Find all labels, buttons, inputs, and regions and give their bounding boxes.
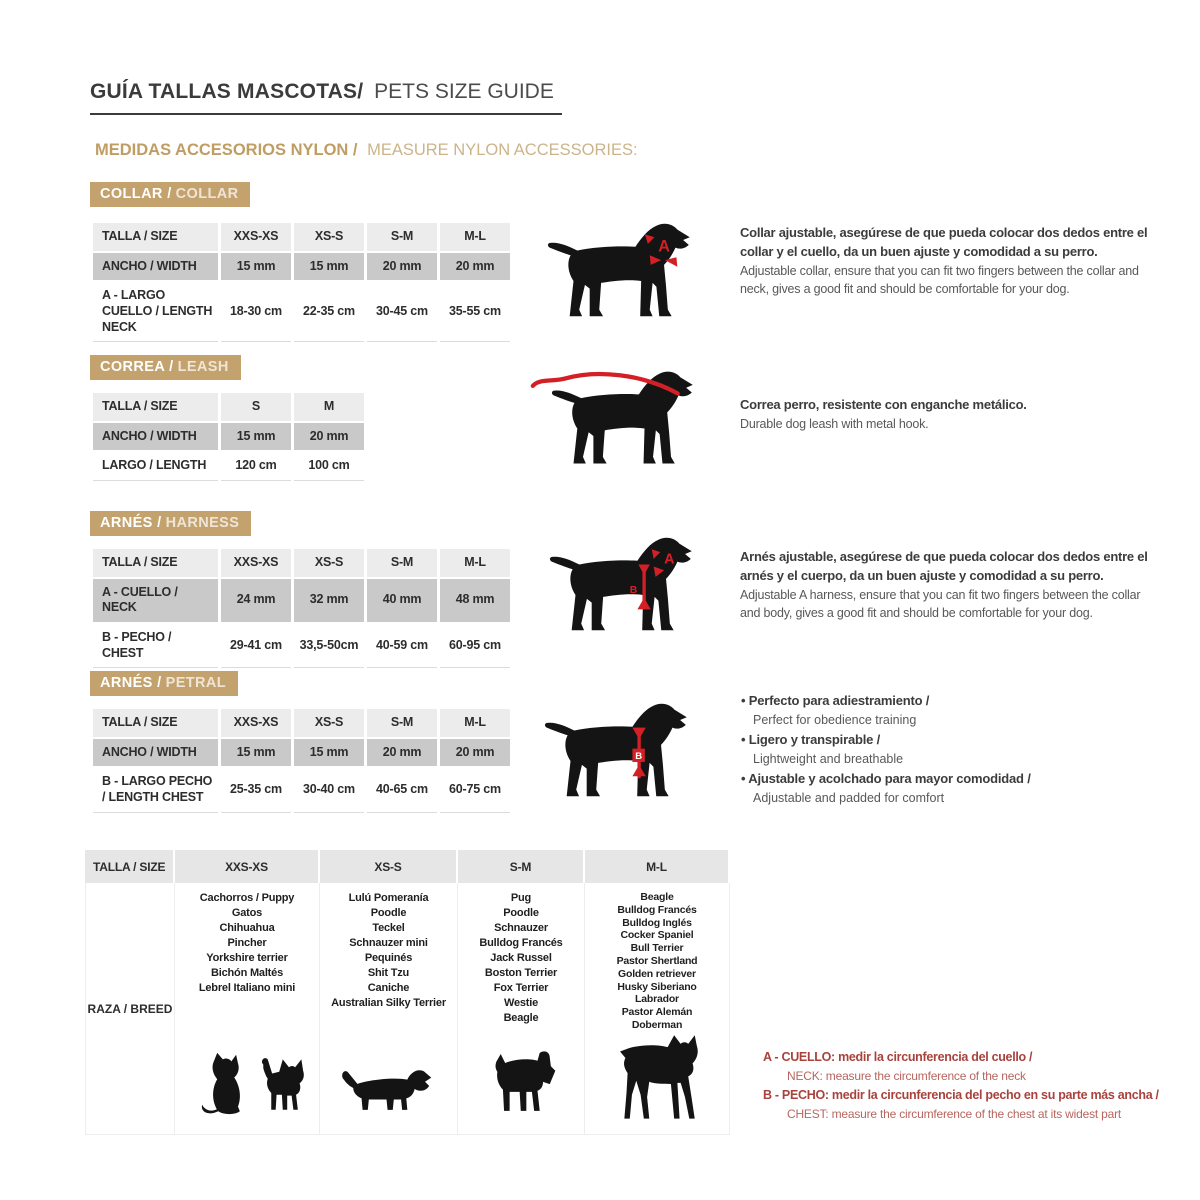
table-cell: 33,5-50cm	[294, 624, 364, 668]
table-cell: M-L	[440, 223, 510, 251]
breed-item: Poodle	[370, 907, 407, 919]
table-cell: TALLA / SIZE	[93, 549, 218, 577]
breed-list-xs-s	[320, 891, 457, 1011]
leash-badge-es: CORREA /	[100, 359, 174, 375]
breed-row-label: RAZA / BREED	[85, 883, 175, 1135]
table-cell: 29-41 cm	[221, 624, 291, 668]
collar-size-table	[90, 221, 513, 344]
harness-marker-b-label: B	[629, 585, 638, 597]
table-row	[93, 709, 510, 737]
table-row	[93, 423, 364, 451]
table-cell: 25-35 cm	[221, 768, 291, 812]
petral-bullet-es: • Ligero y transpirable /	[741, 732, 880, 747]
table-row	[93, 739, 510, 767]
table-cell: ANCHO / WIDTH	[93, 423, 218, 451]
table-cell: 15 mm	[294, 253, 364, 281]
breed-column-s-m	[458, 883, 585, 1135]
table-cell: 60-75 cm	[440, 768, 510, 812]
table-cell: XXS-XS	[221, 709, 291, 737]
table-cell: 15 mm	[221, 253, 291, 281]
page-title-es: GUÍA TALLAS MASCOTAS/	[90, 80, 364, 103]
breed-item: Shit Tzu	[367, 967, 410, 979]
table-cell: 20 mm	[440, 739, 510, 767]
note-chest-es: B - PECHO: medir la circunferencia del pecho en su parte más ancha /	[763, 1088, 1159, 1102]
breed-header-s-m: S-M	[458, 850, 585, 883]
breed-table-header	[85, 850, 730, 883]
table-cell: TALLA / SIZE	[93, 393, 218, 421]
harness-description-es: Arnés ajustable, asegúrese de que pueda colocar dos dedos entre el arnés y el cuerpo, da un buen ajuste y comodidad a su perro.	[740, 549, 1148, 583]
petral-badge-es: ARNÉS /	[100, 675, 162, 691]
leash-size-table	[90, 391, 367, 483]
breed-item: Bull Terrier	[630, 942, 684, 955]
table-row	[93, 579, 510, 622]
table-row	[93, 768, 510, 812]
breed-item: Schnauzer	[494, 922, 548, 934]
breed-item: Gatos	[231, 907, 263, 919]
breed-list-s-m	[458, 891, 584, 1026]
measuring-notes	[763, 1048, 1193, 1124]
table-cell: ANCHO / WIDTH	[93, 739, 218, 767]
table-cell: 20 mm	[367, 739, 437, 767]
harness-badge-es: ARNÉS /	[100, 515, 162, 531]
table-cell: B - LARGO PECHO / LENGTH CHEST	[93, 768, 218, 812]
table-cell: TALLA / SIZE	[93, 709, 218, 737]
collar-marker-a-label: A	[658, 237, 671, 256]
breed-item: Labrador	[635, 993, 679, 1006]
breed-item: Pug	[510, 892, 532, 904]
leash-description-en: Durable dog leash with metal hook.	[740, 417, 929, 431]
petral-badge-en: PETRAL	[165, 675, 227, 691]
collar-description-en: Adjustable collar, ensure that you can fit two fingers between the collar and neck, gives a good fit and should be comfortable for your dog.	[740, 264, 1139, 296]
table-cell: XXS-XS	[221, 223, 291, 251]
note-neck-en: NECK: measure the circumference of the neck	[787, 1069, 1026, 1083]
table-cell: S-M	[367, 549, 437, 577]
note-chest-en: CHEST: measure the circumference of the chest at its widest part	[787, 1107, 1122, 1121]
breed-item: Pastor Shertland	[616, 954, 698, 967]
petral-size-table	[90, 707, 513, 815]
petral-bullet-es: • Ajustable y acolchado para mayor comodidad /	[741, 771, 1031, 786]
table-cell: A - CUELLO / NECK	[93, 579, 218, 622]
table-cell: XXS-XS	[221, 549, 291, 577]
table-cell: 22-35 cm	[294, 282, 364, 342]
collar-badge-en: COLLAR	[175, 186, 239, 202]
table-cell: S-M	[367, 709, 437, 737]
table-cell: 30-45 cm	[367, 282, 437, 342]
breed-item: Westie	[503, 997, 539, 1009]
schnauzer-silhouette-icon	[484, 1048, 562, 1118]
table-cell: 40-59 cm	[367, 624, 437, 668]
breed-item: Fox Terrier	[493, 982, 549, 994]
collar-description	[740, 223, 1152, 298]
breed-column-xxs-xs	[175, 883, 320, 1135]
table-cell: 40 mm	[367, 579, 437, 622]
breed-item: Pincher	[227, 937, 267, 949]
table-cell: 100 cm	[294, 452, 364, 481]
breed-item: Jack Russel	[490, 952, 552, 964]
breed-item: Lebrel Italiano mini	[198, 982, 296, 994]
table-row	[93, 393, 364, 421]
table-cell: S	[221, 393, 291, 421]
breed-header-size: TALLA / SIZE	[85, 850, 175, 883]
page-subtitle-es: MEDIDAS ACCESORIOS NYLON /	[95, 141, 358, 159]
table-row	[93, 223, 510, 251]
breed-item: Caniche	[367, 982, 410, 994]
leash-section-badge	[90, 355, 241, 380]
breed-header-xxs-xs: XXS-XS	[175, 850, 320, 883]
breed-column-xs-s	[320, 883, 458, 1135]
collar-badge-es: COLLAR /	[100, 186, 172, 202]
breed-item: Teckel	[372, 922, 405, 934]
table-cell: 24 mm	[221, 579, 291, 622]
harness-description-en: Adjustable A harness, ensure that you can fit two fingers between the collar and body, gives a good fit and should be comfortable for your dog.	[740, 588, 1141, 620]
table-row	[93, 282, 510, 342]
table-cell: LARGO / LENGTH	[93, 452, 218, 481]
chihuahua-silhouette-icon	[253, 1054, 309, 1116]
petral-bullet-en: Perfect for obedience training	[753, 713, 917, 727]
petral-bullet-en: Adjustable and padded for comfort	[753, 791, 945, 805]
table-cell: M-L	[440, 709, 510, 737]
table-cell: 20 mm	[367, 253, 437, 281]
table-cell: 15 mm	[221, 423, 291, 451]
table-cell: 18-30 cm	[221, 282, 291, 342]
breed-item: Golden retriever	[618, 967, 696, 980]
table-row	[93, 624, 510, 668]
petral-bullet-en: Lightweight and breathable	[753, 752, 904, 766]
petral-section-badge	[90, 671, 238, 696]
table-row	[93, 253, 510, 281]
table-cell: B - PECHO / CHEST	[93, 624, 218, 668]
table-cell: 20 mm	[294, 423, 364, 451]
breed-item: Australian Silky Terrier	[331, 997, 446, 1009]
harness-marker-a-label: A	[664, 551, 675, 568]
breed-list-m-l	[585, 891, 729, 1032]
table-row	[93, 549, 510, 577]
leash-description-es: Correa perro, resistente con enganche metálico.	[740, 397, 1027, 412]
harness-size-table	[90, 547, 513, 670]
breed-item: Pequinés	[364, 952, 413, 964]
table-cell: 30-40 cm	[294, 768, 364, 812]
table-cell: XS-S	[294, 709, 364, 737]
breed-item: Doberman	[631, 1018, 683, 1031]
cat-silhouette-icon	[197, 1050, 245, 1116]
breed-item: Lulú Pomeranía	[348, 892, 429, 904]
breed-list-xxs-xs	[175, 891, 319, 996]
breed-item: Bulldog Francés	[479, 937, 563, 949]
breed-item: Yorkshire terrier	[206, 952, 288, 964]
leash-badge-en: LEASH	[177, 359, 229, 375]
breed-item: Bulldog Inglés	[622, 916, 692, 929]
doberman-silhouette-icon	[615, 1032, 703, 1124]
table-cell: 48 mm	[440, 579, 510, 622]
petral-bullet-es: • Perfecto para adiestramiento /	[741, 693, 930, 708]
petral-bullet-es-text: Ligero y transpirable /	[748, 732, 880, 747]
petral-bullet-es-text: Ajustable y acolchado para mayor comodidad /	[748, 771, 1031, 786]
dachshund-silhouette-icon	[336, 1062, 436, 1114]
page-subtitle-en: MEASURE NYLON ACCESSORIES:	[367, 141, 638, 159]
page-title-en: PETS SIZE GUIDE	[374, 80, 554, 103]
breed-item: Schnauzer mini	[349, 937, 428, 949]
table-cell: M-L	[440, 549, 510, 577]
petral-marker-b-label: B	[635, 751, 643, 763]
harness-description	[740, 547, 1152, 622]
breed-item: Chihuahua	[219, 922, 275, 934]
breed-item: Pastor Alemán	[621, 1006, 693, 1019]
table-row	[93, 452, 364, 481]
table-cell: S-M	[367, 223, 437, 251]
breed-item: Beagle	[640, 891, 674, 903]
page-title	[90, 80, 562, 115]
table-cell: 15 mm	[221, 739, 291, 767]
breed-item: Bichón Maltés	[211, 967, 283, 979]
breed-header-xs-s: XS-S	[320, 850, 458, 883]
harness-badge-en: HARNESS	[165, 515, 240, 531]
breed-size-table	[85, 850, 730, 1135]
petral-feature-list	[741, 691, 1161, 808]
breed-item: Poodle	[503, 907, 539, 919]
table-cell: 120 cm	[221, 452, 291, 481]
breed-column-m-l	[585, 883, 730, 1135]
leash-description	[740, 395, 1152, 433]
breed-item: Cocker Spaniel	[620, 929, 694, 942]
breed-item: Beagle	[503, 1012, 539, 1024]
breed-table-body	[85, 883, 730, 1135]
table-cell: M	[294, 393, 364, 421]
page-subtitle	[95, 141, 638, 160]
table-cell: XS-S	[294, 549, 364, 577]
table-cell: 35-55 cm	[440, 282, 510, 342]
table-cell: ANCHO / WIDTH	[93, 253, 218, 281]
table-cell: TALLA / SIZE	[93, 223, 218, 251]
dog-petral-illustration	[540, 698, 702, 805]
collar-section-badge	[90, 182, 250, 207]
table-cell: 32 mm	[294, 579, 364, 622]
breed-item: Boston Terrier	[484, 967, 558, 979]
breed-item: Bulldog Francés	[617, 903, 697, 916]
dog-collar-illustration	[543, 218, 705, 325]
table-cell: A - LARGO CUELLO / LENGTH NECK	[93, 282, 218, 342]
dog-harness-illustration	[545, 532, 707, 639]
table-cell: XS-S	[294, 223, 364, 251]
breed-item: Cachorros / Puppy	[199, 892, 295, 904]
petral-bullet-es-text: Perfecto para adiestramiento /	[748, 693, 930, 708]
dog-leash-illustration	[528, 366, 708, 472]
table-cell: 20 mm	[440, 253, 510, 281]
table-cell: 40-65 cm	[367, 768, 437, 812]
breed-item: Husky Siberiano	[617, 980, 697, 993]
breed-header-m-l: M-L	[585, 850, 730, 883]
note-neck-es: A - CUELLO: medir la circunferencia del cuello /	[763, 1050, 1033, 1064]
table-cell: 15 mm	[294, 739, 364, 767]
table-cell: 60-95 cm	[440, 624, 510, 668]
collar-description-es: Collar ajustable, asegúrese de que pueda colocar dos dedos entre el collar y el cuello, da un buen ajuste y comodidad a su perro.	[740, 225, 1148, 259]
harness-section-badge	[90, 511, 251, 536]
